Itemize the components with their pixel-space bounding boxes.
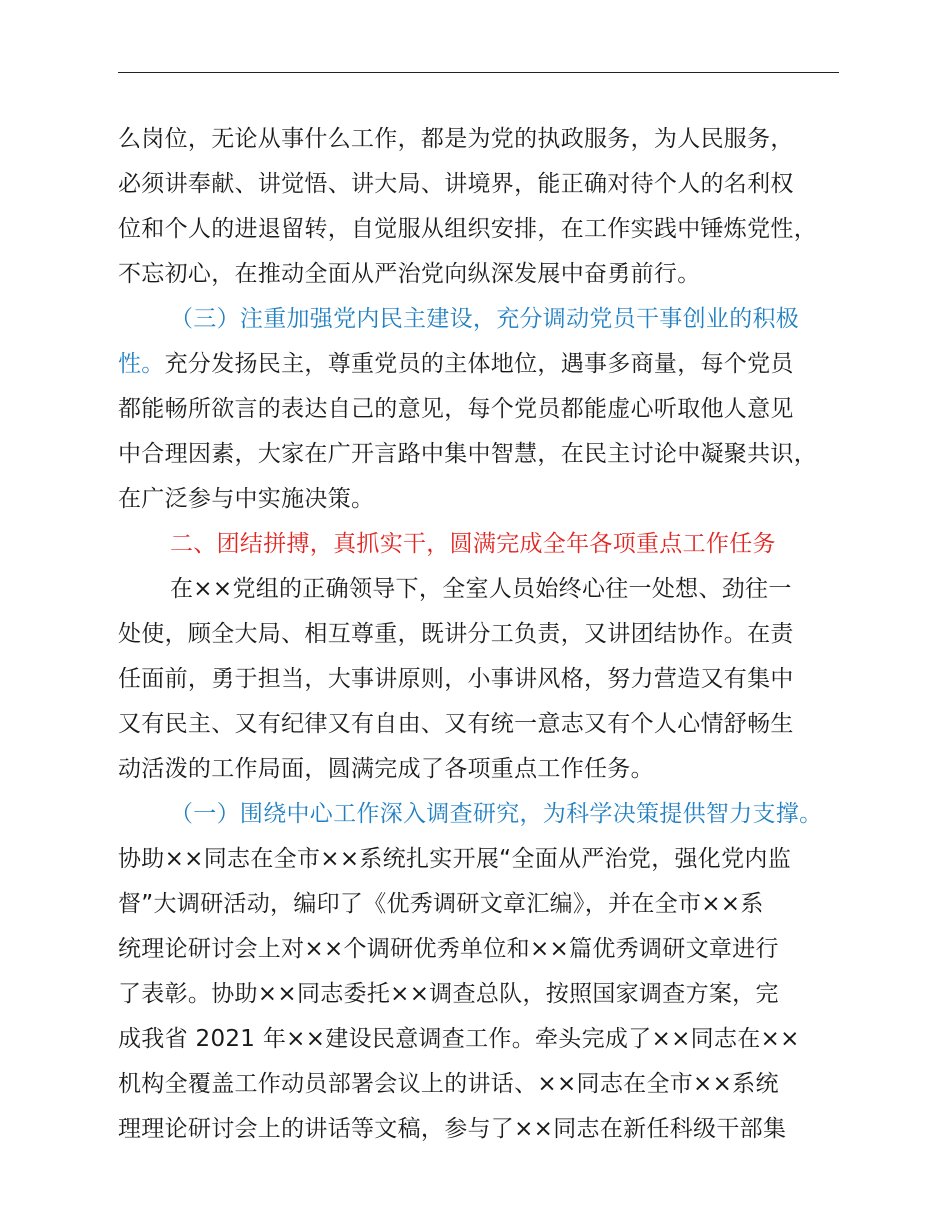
text-line [118, 882, 858, 927]
text-line [118, 342, 858, 387]
text-line [118, 387, 858, 432]
text-line [118, 972, 858, 1017]
text-line [118, 1107, 858, 1152]
text-line [118, 657, 858, 702]
subsection-heading: （一）围绕中心工作深入调查研究，为科学决策提供智力支撑。 [170, 801, 823, 827]
text-line [118, 927, 858, 972]
text-line [118, 612, 858, 657]
body-text-segment: 必须讲奉献、讲觉悟、讲大局、讲境界，能正确对待个人的名利权 [118, 171, 794, 197]
text-line [118, 432, 858, 477]
body-text-segment: 机构全覆盖工作动员部署会议上的讲话、××同志在全市××系统 [118, 1071, 779, 1097]
text-line [118, 567, 858, 612]
text-line [118, 297, 858, 342]
text-line [118, 162, 858, 207]
body-text-segment: 在广泛参与中实施决策。 [118, 486, 375, 512]
text-line [118, 477, 858, 522]
text-line [118, 702, 858, 747]
text-line [118, 747, 858, 792]
text-line [118, 252, 858, 297]
text-line [118, 522, 858, 567]
body-text-segment: 成我省 2021 年××建设民意调查工作。牵头完成了××同志在×× [118, 1026, 800, 1052]
body-text-segment: 又有民主、又有纪律又有自由、又有统一意志又有个人心情舒畅生 [118, 711, 794, 737]
text-line [118, 1017, 858, 1062]
body-text-segment: 么岗位，无论从事什么工作，都是为党的执政服务，为人民服务， [118, 126, 794, 152]
section-heading: 二、团结拼搏，真抓实干，圆满完成全年各项重点工作任务 [170, 531, 776, 557]
body-text-segment: 不忘初心，在推动全面从严治党向纵深发展中奋勇前行。 [118, 261, 701, 287]
text-line [118, 1062, 858, 1107]
text-line [118, 792, 858, 837]
header-rule [118, 72, 839, 73]
body-text-segment: 统理论研讨会上对××个调研优秀单位和××篇优秀调研文章进行 [118, 936, 779, 962]
text-line [118, 837, 858, 882]
body-text-segment: 动活泼的工作局面，圆满完成了各项重点工作任务。 [118, 756, 654, 782]
body-text-segment: 充分发扬民主，尊重党员的主体地位，遇事多商量，每个党员 [164, 351, 794, 377]
body-text-segment: 协助××同志在全市××系统扎实开展“全面从严治党，强化党内监 [118, 846, 792, 872]
body-text-segment: 理理论研讨会上的讲话等文稿，参与了××同志在新任科级干部集 [118, 1116, 787, 1142]
subsection-heading: （三）注重加强党内民主建设，充分调动党员干事创业的积极 [170, 306, 800, 332]
body-text-segment: 在××党组的正确领导下，全室人员始终心往一处想、劲往一 [170, 576, 792, 602]
body-text-segment: 任面前，勇于担当，大事讲原则，小事讲风格，努力营造又有集中 [118, 666, 794, 692]
document-body [118, 117, 858, 1152]
text-line [118, 207, 858, 252]
body-text-segment: 中合理因素，大家在广开言路中集中智慧，在民主讨论中凝聚共识， [118, 441, 817, 467]
body-text-segment: 处使，顾全大局、相互尊重，既讲分工负责，又讲团结协作。在责 [118, 621, 794, 647]
body-text-segment: 督”大调研活动，编印了《优秀调研文章汇编》，并在全市××系 [118, 891, 764, 917]
body-text-segment: 都能畅所欲言的表达自己的意见，每个党员都能虚心听取他人意见 [118, 396, 794, 422]
subsection-heading: 性。 [118, 351, 165, 377]
text-line [118, 117, 858, 162]
body-text-segment: 位和个人的进退留转，自觉服从组织安排，在工作实践中锤炼党性， [118, 216, 817, 242]
body-text-segment: 了表彰。协助××同志委托××调查总队，按照国家调查方案，完 [118, 981, 779, 1007]
